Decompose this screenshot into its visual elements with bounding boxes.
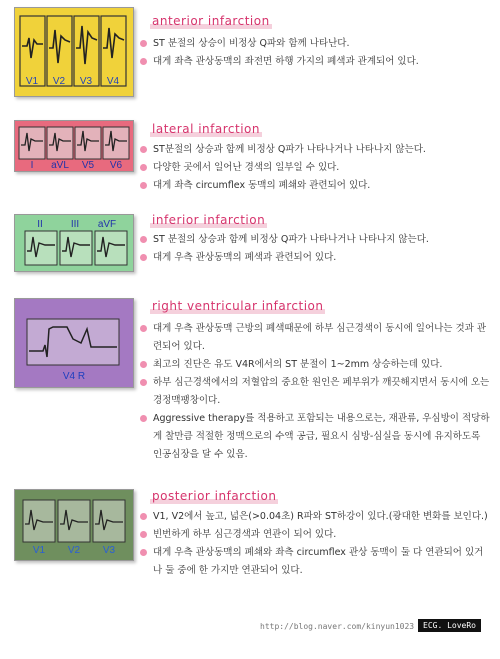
lead-label-II: II — [37, 219, 43, 230]
lead-label-V6: V6 — [109, 160, 123, 171]
bullet-list-lateral — [140, 141, 492, 195]
bullet-item: 대게 우측 관상동맥의 폐쇄와 좌측 circumflex 관상 동맥이 둘 다 연관되어 있거나 둘 중에 한 가지만 연관되어 있다. — [140, 544, 492, 580]
section-title-anterior: anterior infarction — [152, 14, 270, 28]
bullet-item: Aggressive therapy를 적용하고 포함되는 내용으로는, 재관류, 우심방이 적당하게 찰만큼 적절한 정맥으로의 수액 공급, 필요시 심방-심실을 동시에 유지하도록 인공심장을 달 수 있음. — [140, 410, 492, 464]
bullet-list-right-ventricular — [140, 320, 492, 464]
lead-label-V2: V2 — [52, 76, 66, 87]
bullet-item: V1, V2에서 높고, 넓은(>0.04초) R파와 ST하강이 있다.(광대한 변화를 보인다.) — [140, 508, 492, 526]
bullet-item: 빈번하게 하부 심근경색과 연관이 되어 있다. — [140, 526, 492, 544]
lead-label-aVL: aVL — [51, 160, 69, 171]
ecg-strip-anterior — [14, 7, 134, 97]
bullet-item: 대게 좌측 관상동맥의 좌전면 하행 가지의 폐색과 관계되어 있다. — [140, 53, 492, 71]
section-title-right-ventricular: right ventricular infarction — [152, 299, 324, 313]
ecg-strip-lateral — [14, 120, 134, 172]
bullet-item: ST 분절의 상승과 함께 비정상 Q파가 나타나거나 나타나지 않는다. — [140, 231, 492, 249]
bullet-item: 대게 좌측 circumflex 동맥의 폐쇄와 관련되어 있다. — [140, 177, 492, 195]
lead-label-V3: V3 — [79, 76, 93, 87]
bullet-item: 하부 심근경색에서의 저혈압의 중요한 원인은 페부위가 깨끗해지면서 동시에 오는 경정맥팽창이다. — [140, 374, 492, 410]
ecg-strip-right-ventricular — [14, 298, 134, 388]
lead-label-V5: V5 — [81, 160, 95, 171]
section-title-lateral: lateral infarction — [152, 122, 260, 136]
section-title-inferior: inferior infarction — [152, 213, 266, 227]
lead-label-III: III — [70, 219, 80, 230]
bullet-list-anterior — [140, 35, 492, 71]
ecg-strip-posterior — [14, 489, 134, 561]
bullet-item: 다양한 곳에서 일어난 경색의 일부일 수 있다. — [140, 159, 492, 177]
ecg-strip-inferior — [14, 214, 134, 272]
section-title-posterior: posterior infarction — [152, 489, 277, 503]
bullet-item: 대게 우측 관상동맥의 폐색과 관련되어 있다. — [140, 249, 492, 267]
footer-url[interactable]: http://blog.naver.com/kinyun1023 — [260, 622, 415, 631]
lead-label-V1: V1 — [25, 76, 39, 87]
bullet-item: ST분절의 상승과 함께 비정상 Q파가 나타나거나 나타나지 않는다. — [140, 141, 492, 159]
lead-label-V3: V3 — [102, 545, 116, 556]
bullet-item: 대게 우측 관상동맥 근방의 폐색때문에 하부 심근경색이 동시에 일어나는 것과 관련되어 있다. — [140, 320, 492, 356]
lead-label-aVF: aVF — [97, 219, 117, 230]
bullet-list-inferior — [140, 231, 492, 267]
lead-label-V2: V2 — [67, 545, 81, 556]
bullet-item: 최고의 진단은 유도 V4R에서의 ST 분절이 1~2mm 상승하는데 있다. — [140, 356, 492, 374]
bullet-item: ST 분절의 상승이 비정상 Q파와 함께 나타난다. — [140, 35, 492, 53]
lead-label-V1: V1 — [32, 545, 46, 556]
bullet-list-posterior — [140, 508, 492, 580]
lead-label-V4R: V4 R — [62, 371, 86, 382]
footer-badge: ECG. LoveRo — [418, 619, 481, 632]
lead-label-I: I — [30, 160, 34, 171]
lead-label-V4: V4 — [106, 76, 120, 87]
